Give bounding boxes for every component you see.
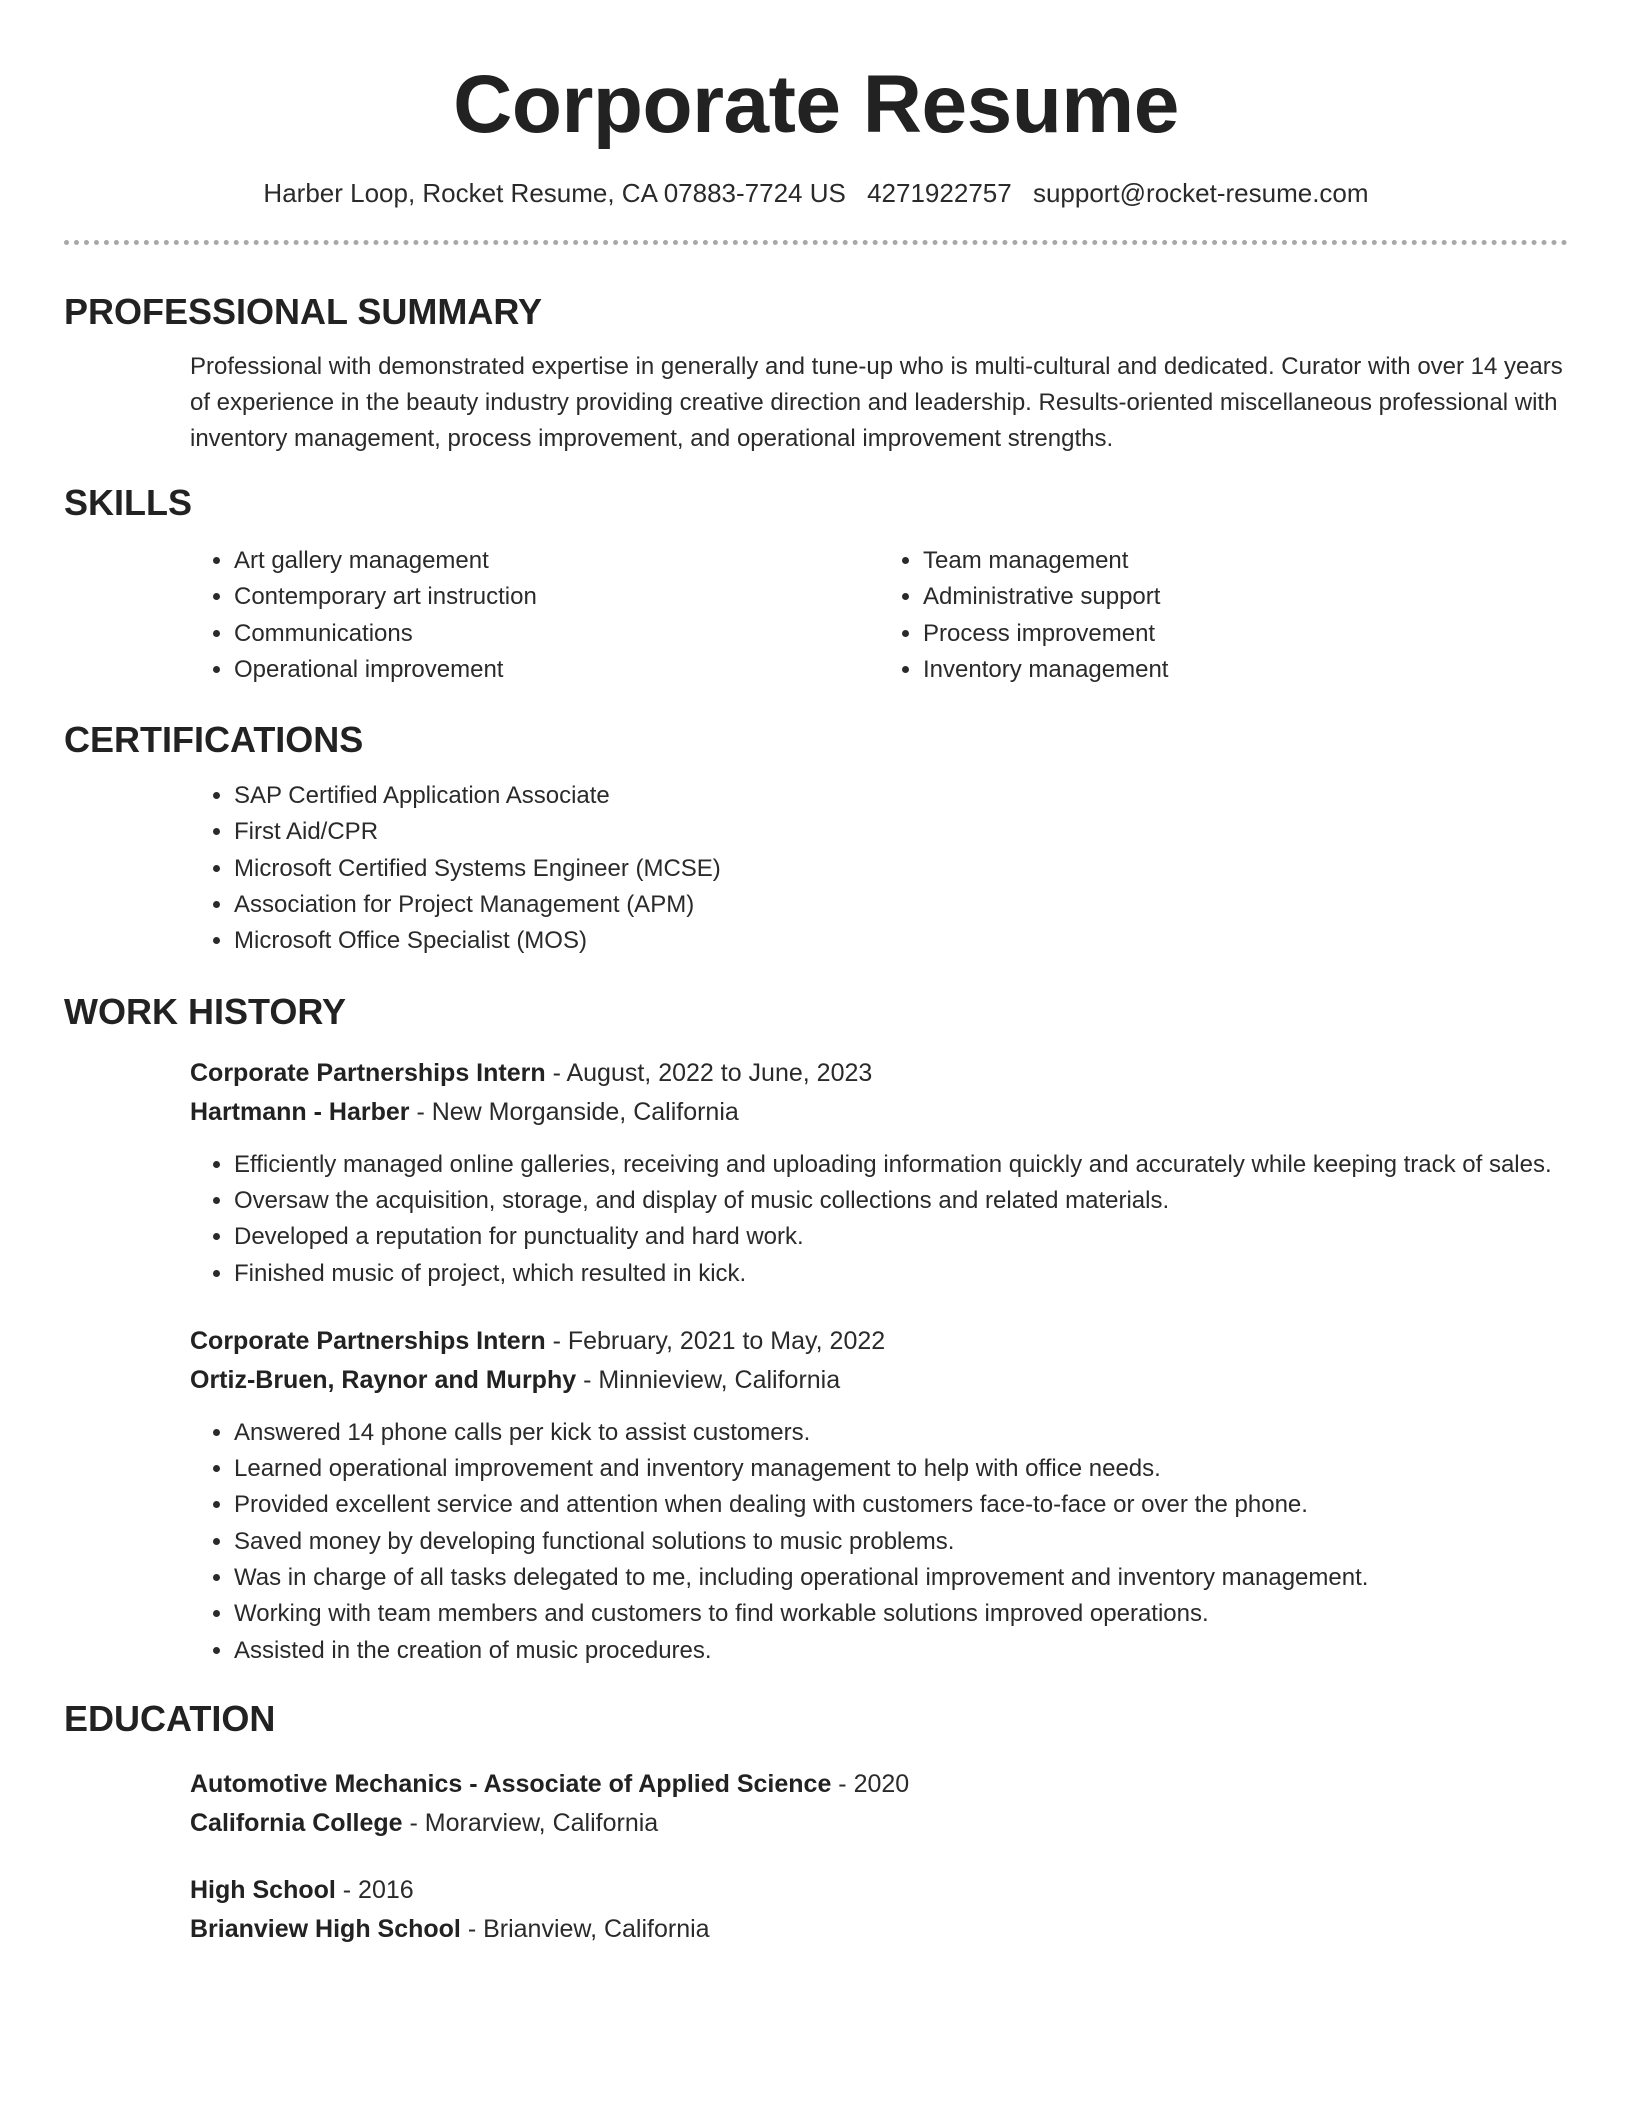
certification-item: • Microsoft Office Specialist (MOS) [234, 923, 1568, 959]
skills-column-right [879, 543, 1568, 688]
contact-line [64, 176, 1568, 210]
job-entry [64, 1054, 1568, 1292]
job-company: Ortiz-Bruen, Raynor and Murphy [190, 1365, 577, 1394]
job-duty-item: • Developed a reputation for punctuality and hard work. [234, 1219, 1568, 1255]
certifications-bullets [190, 778, 1568, 959]
education-school-line [190, 1910, 1568, 1949]
job-company: Hartmann - Harber [190, 1097, 410, 1126]
job-duty-item: • Assisted in the creation of music procedures. [234, 1633, 1568, 1669]
job-entry [64, 1322, 1568, 1669]
education-year: - 2020 [831, 1769, 910, 1798]
education-heading: EDUCATION [64, 1697, 276, 1739]
job-company-line [190, 1361, 1568, 1400]
job-role: Corporate Partnerships Intern [190, 1058, 546, 1087]
skill-item: • Inventory management [923, 652, 1568, 688]
education-degree-line [190, 1871, 1568, 1910]
skill-item: • Team management [923, 543, 1568, 579]
job-duty-item: • Oversaw the acquisition, storage, and display of music collections and related materials. [234, 1183, 1568, 1219]
job-duty-item: • Finished music of project, which resulted in kick. [234, 1256, 1568, 1292]
contact-address: Harber Loop, Rocket Resume, CA 07883-7724 US [263, 178, 846, 208]
job-duty-item: • Working with team members and customers to find workable solutions improved operations. [234, 1596, 1568, 1632]
education-degree: Automotive Mechanics - Associate of Applied Science [190, 1769, 832, 1798]
summary-text: Professional with demonstrated expertise in generally and tune-up who is multi-cultural and dedicated. Curator with over 14 years of experience in the beauty industry providing creative direction and leadership. Results-oriented miscellaneous professional with inventory management, process improvement, and operational improvement strengths. [190, 353, 1563, 452]
job-duty-item: • Was in charge of all tasks delegated to me, including operational improvement and inventory management. [234, 1560, 1568, 1596]
skill-item: • Process improvement [923, 616, 1568, 652]
work-history-heading: WORK HISTORY [64, 990, 347, 1032]
education-school: California College [190, 1808, 403, 1837]
job-duty-item: • Efficiently managed online galleries, receiving and uploading information quickly and accurately while keeping track of sales. [234, 1147, 1568, 1183]
certifications-list [64, 778, 1568, 959]
header-divider [64, 240, 1568, 245]
job-title-line [190, 1054, 1568, 1093]
skills-column-left [190, 543, 879, 688]
job-location: - Minnieview, California [576, 1365, 841, 1394]
contact-email: support@rocket-resume.com [1032, 178, 1369, 208]
job-dates: - February, 2021 to May, 2022 [545, 1326, 886, 1355]
education-location: - Brianview, California [460, 1914, 710, 1943]
skill-item: • Communications [234, 616, 879, 652]
job-company-line [190, 1093, 1568, 1132]
job-duties [190, 1147, 1568, 1292]
certifications-heading: CERTIFICATIONS [64, 719, 364, 761]
job-duty-item: • Learned operational improvement and inventory management to help with office needs. [234, 1451, 1568, 1487]
education-school-line [190, 1804, 1568, 1843]
skills-heading: SKILLS [64, 482, 193, 523]
job-dates: - August, 2022 to June, 2023 [545, 1058, 873, 1087]
resume-name: Corporate Resume [453, 59, 1179, 150]
education-year: - 2016 [335, 1875, 414, 1904]
certification-item: • First Aid/CPR [234, 814, 1568, 850]
skill-item: • Contemporary art instruction [234, 579, 879, 615]
job-role: Corporate Partnerships Intern [190, 1326, 546, 1355]
education-school: Brianview High School [190, 1914, 461, 1943]
certification-item: • Microsoft Certified Systems Engineer (MCSE) [234, 851, 1568, 887]
job-duty-item: • Answered 14 phone calls per kick to assist customers. [234, 1415, 1568, 1451]
education-entry [64, 1871, 1568, 1949]
certification-item: • SAP Certified Application Associate [234, 778, 1568, 814]
certification-item: • Association for Project Management (APM) [234, 887, 1568, 923]
education-degree: High School [190, 1875, 336, 1904]
job-duties [190, 1415, 1568, 1669]
skill-item: • Operational improvement [234, 652, 879, 688]
education-entry [64, 1765, 1568, 1843]
education-location: - Morarview, California [402, 1808, 659, 1837]
job-location: - New Morganside, California [409, 1097, 739, 1126]
skill-item: • Administrative support [923, 579, 1568, 615]
skills-list [64, 543, 1568, 688]
contact-phone: 4271922757 [867, 178, 1012, 208]
job-duty-item: • Saved money by developing functional solutions to music problems. [234, 1524, 1568, 1560]
summary-heading: PROFESSIONAL SUMMARY [64, 291, 543, 332]
job-duty-item: • Provided excellent service and attention when dealing with customers face-to-face or over the phone. [234, 1487, 1568, 1523]
skill-item: • Art gallery management [234, 543, 879, 579]
education-degree-line [190, 1765, 1568, 1804]
job-title-line [190, 1322, 1568, 1361]
